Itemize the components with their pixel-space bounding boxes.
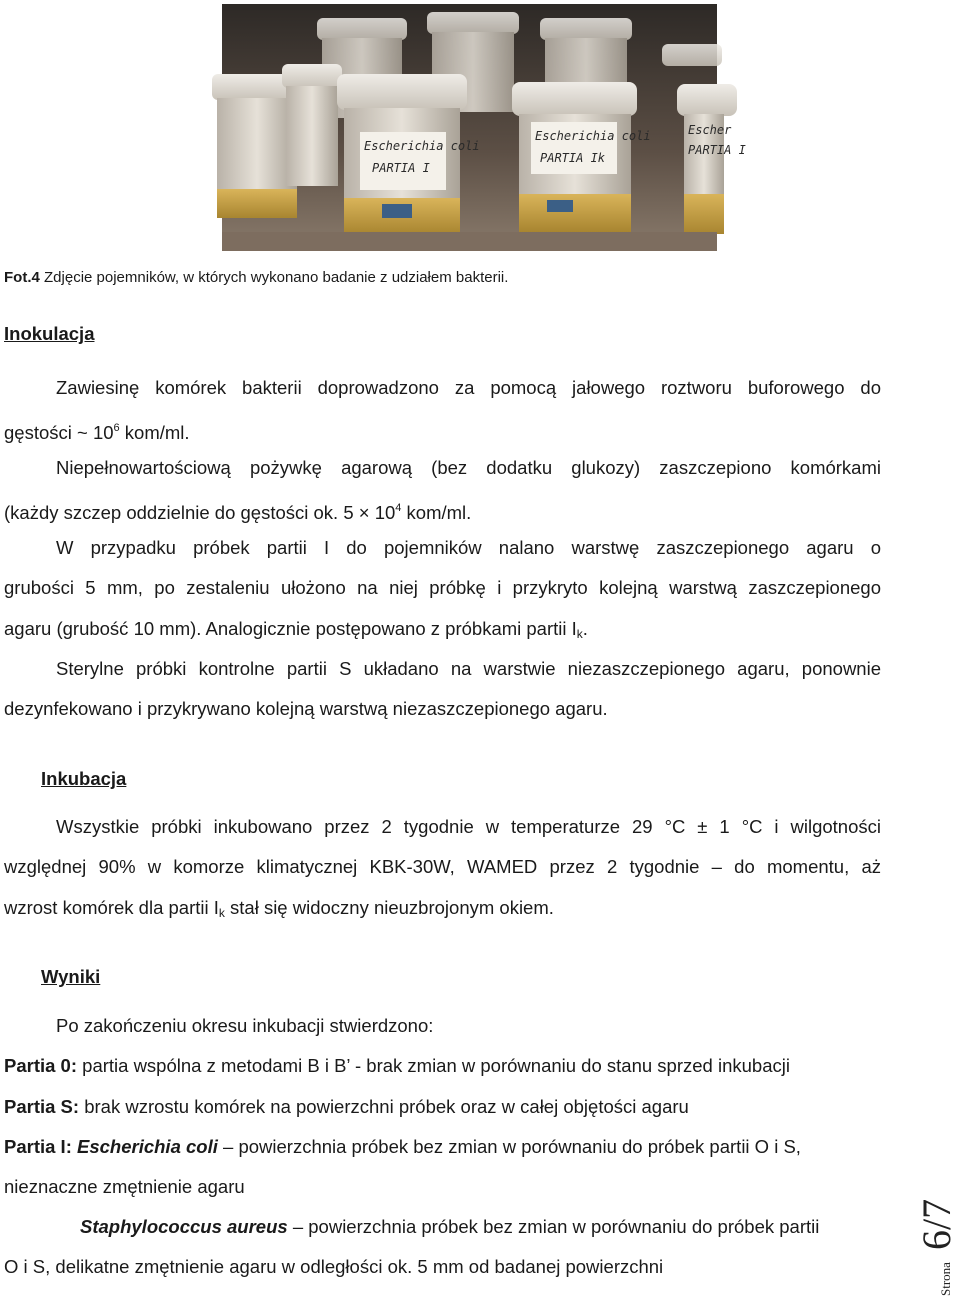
partia-0-label: Partia 0:: [4, 1055, 78, 1076]
p3-line3-text: agaru (grubość 10 mm). Analogicznie postępowano z próbkami partii I: [4, 618, 577, 639]
staph-text2: O i S, delikatne zmętnienie agaru w odległości ok. 5 mm od badanej powierzchni: [4, 1256, 664, 1277]
heading-inokulacja: Inokulacja: [4, 323, 95, 344]
heading-wyniki: Wyniki: [41, 966, 101, 987]
staph-text1: – powierzchnia próbek bez zmian w porównaniu do próbek partii: [287, 1216, 820, 1237]
p3-line3-end: .: [582, 618, 588, 639]
density-unit: kom/ml.: [119, 422, 190, 443]
containers-photo-illustration: [222, 4, 746, 251]
label-partia-1: PARTIA I: [372, 161, 430, 175]
inokulacja-p1-line2: [4, 416, 190, 445]
result-partia-0: [4, 1054, 790, 1078]
partia-i-label: Partia I:: [4, 1136, 72, 1157]
inkubacja-line3-subscript: k: [218, 906, 225, 920]
page-number-footer: [906, 1168, 960, 1300]
wyniki-intro: Po zakończeniu okresu inkubacji stwierdzono:: [56, 1015, 434, 1036]
density2-exponent: 4: [395, 502, 402, 514]
page-number-svg: [906, 1168, 960, 1300]
heading-inkubacja: Inkubacja: [41, 768, 127, 789]
inkubacja-line1: Wszystkie próbki inkubowano przez 2 tygodnie w temperaturze 29 °C ± 1 °C i wilgotności: [56, 816, 881, 837]
inkubacja-line3-text: wzrost komórek dla partii I: [4, 897, 219, 918]
label-ecoli-1: Escherichia coli: [364, 139, 480, 153]
inokulacja-p1-line1: Zawiesinę komórek bakterii doprowadzono za pomocą jałowego roztworu buforowego do: [56, 377, 881, 398]
inokulacja-p3-line1: W przypadku próbek partii I do pojemników nalano warstwę zaszczepionego agaru o: [56, 537, 881, 558]
inkubacja-line2: względnej 90% w komorze klimatycznej KBK-30W, WAMED przez 2 tygodnie – do momentu, aż: [4, 856, 881, 877]
density2-text: (każdy szczep oddzielnie do gęstości ok. 5 × 10: [4, 502, 396, 523]
page-word: Strona: [938, 1262, 953, 1296]
inkubacja-line3-end: stał się widoczny nieuzbrojonym okiem.: [224, 897, 554, 918]
p3-line3-subscript: k: [576, 627, 583, 641]
partia-i-text1: – powierzchnia próbek bez zmian w porównaniu do próbek partii O i S,: [217, 1136, 801, 1157]
result-staph: [80, 1215, 819, 1239]
result-partia-i: [4, 1135, 801, 1159]
species-ecoli: Escherichia coli: [77, 1136, 218, 1157]
inkubacja-line3: [4, 896, 554, 925]
label-partia-3: PARTIA I: [688, 143, 746, 157]
page-number: 6/7: [914, 1198, 959, 1250]
density-exponent: 6: [113, 422, 120, 434]
species-staph: Staphylococcus aureus: [80, 1216, 288, 1237]
label-escher-3: Escher: [688, 123, 732, 137]
partia-0-text: partia wspólna z metodami B i B’ - brak zmian w porównaniu do stanu sprzed inkubacji: [77, 1055, 790, 1076]
caption-prefix: Fot.4: [4, 269, 40, 286]
inokulacja-p2-line1: Niepełnowartościową pożywkę agarową (bez dodatku glukozy) zaszczepiono komórkami: [56, 457, 881, 478]
label-partia-ik: PARTIA Ik: [540, 151, 606, 165]
inokulacja-p3-line3: [4, 617, 588, 646]
density-text: gęstości ~ 10: [4, 422, 114, 443]
inokulacja-p3-line2: grubości 5 mm, po zestaleniu ułożono na niej próbkę i przykryto kolejną warstwą zaszczepionego: [4, 577, 881, 598]
label-ecoli-2: Escherichia coli: [535, 129, 651, 143]
partia-i-text2: nieznaczne zmętnienie agaru: [4, 1176, 245, 1197]
caption-text: Zdjęcie pojemników, w których wykonano badanie z udziałem bakterii.: [44, 269, 509, 286]
photo-caption: [4, 268, 508, 288]
inokulacja-p4-line1: Sterylne próbki kontrolne partii S układano na warstwie niezaszczepionego agaru, ponownie: [56, 658, 881, 679]
partia-s-label: Partia S:: [4, 1096, 80, 1117]
inokulacja-p4-line2: dezynfekowano i przykrywano kolejną warstwą niezaszczepionego agaru.: [4, 698, 608, 719]
result-partia-s: [4, 1095, 689, 1119]
partia-s-text: brak wzrostu komórek na powierzchni próbek oraz w całej objętości agaru: [79, 1096, 689, 1117]
photo-sample-containers: [222, 4, 746, 251]
density2-unit: kom/ml.: [401, 502, 472, 523]
inokulacja-p2-line2: [4, 496, 471, 525]
